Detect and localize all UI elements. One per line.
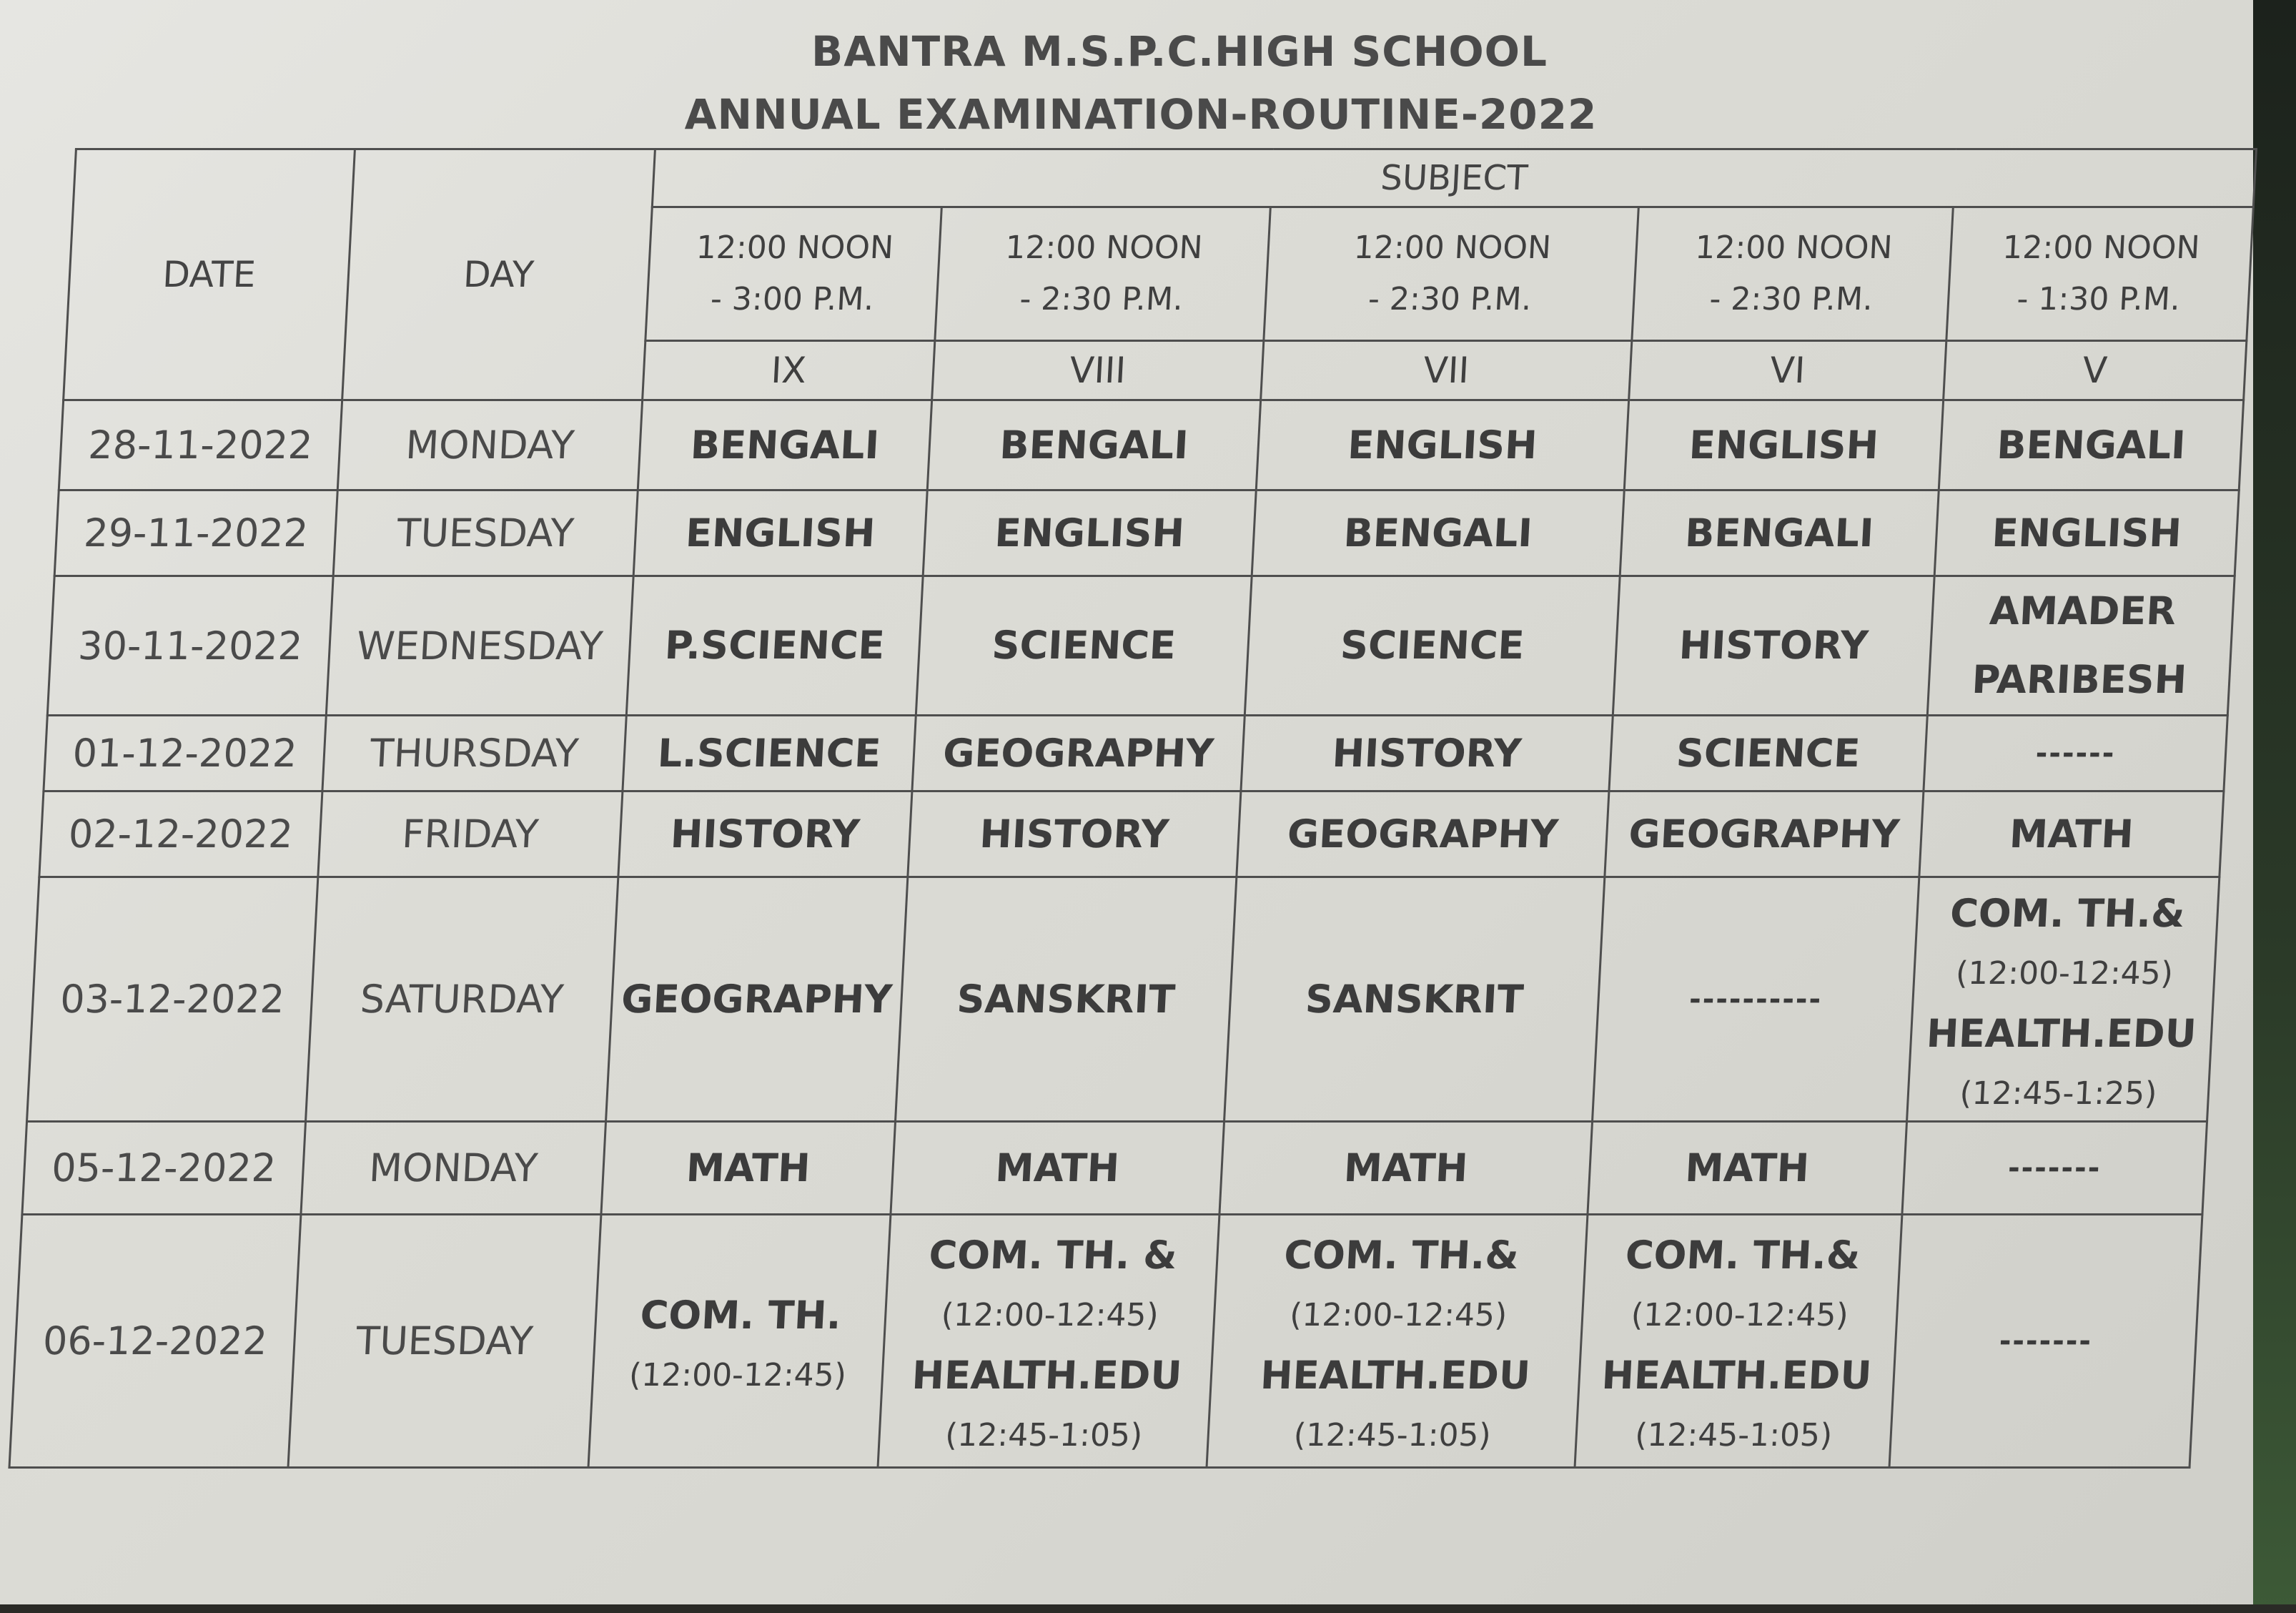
header-class-vii: VII bbox=[1261, 341, 1632, 400]
header-time-ix: 12:00 NOON - 3:00 P.M. bbox=[645, 207, 941, 341]
day-cell: MONDAY bbox=[301, 1122, 606, 1215]
subject-cell-class-v bbox=[1934, 490, 2239, 576]
subject-cell-class-vii bbox=[1241, 716, 1613, 791]
subject-name: GEOGRAPHY bbox=[1627, 811, 1901, 857]
subject-cell-class-vii bbox=[1237, 791, 1609, 877]
subject-cell-class-vi bbox=[1575, 1215, 1902, 1468]
subject-name: HISTORY bbox=[1678, 623, 1870, 668]
subject-name: SCIENCE bbox=[991, 623, 1177, 668]
subject-name: MATH bbox=[1683, 1145, 1811, 1190]
subject-name: BENGALI bbox=[1995, 422, 2187, 468]
subject-name: BENGALI bbox=[689, 422, 881, 468]
date-cell: 01-12-2022 bbox=[44, 716, 326, 791]
time-slot-text: (12:00-12:45) bbox=[1630, 1296, 1850, 1333]
table-row bbox=[27, 877, 2220, 1122]
subject-name: SCIENCE bbox=[1675, 730, 1861, 776]
subject-name: P.SCIENCE bbox=[663, 623, 886, 668]
table-row bbox=[59, 400, 2243, 490]
header-date: DATE bbox=[64, 149, 355, 400]
subject-name: COM. TH.& bbox=[1282, 1232, 1520, 1278]
header-class-vi: VI bbox=[1629, 341, 1946, 400]
subject-name: HEALTH.EDU bbox=[1925, 1010, 2198, 1056]
subject-name: COM. TH. bbox=[639, 1292, 843, 1338]
day-cell: WEDNESDAY bbox=[326, 576, 633, 716]
subject-cell-class-viii bbox=[908, 791, 1241, 877]
subject-cell-class-vi bbox=[1605, 791, 1924, 877]
subject-name: HISTORY bbox=[1331, 730, 1523, 776]
subject-name: SCIENCE bbox=[1339, 623, 1525, 668]
subject-name: HISTORY bbox=[978, 811, 1170, 857]
subject-name: BENGALI bbox=[1342, 510, 1534, 556]
subject-cell-class-viii bbox=[927, 400, 1260, 490]
header-class-v: V bbox=[1944, 341, 2247, 400]
subject-name: BENGALI bbox=[1683, 510, 1875, 556]
header-day: DAY bbox=[342, 149, 655, 400]
day-cell: FRIDAY bbox=[318, 791, 623, 877]
subject-cell-class-vii bbox=[1224, 877, 1605, 1122]
subject-cell-class-ix bbox=[626, 576, 923, 716]
header-time-viii: 12:00 NOON - 2:30 P.M. bbox=[935, 207, 1270, 341]
subject-cell-class-vi bbox=[1609, 716, 1927, 791]
table-row bbox=[39, 791, 2224, 877]
subject-cell-class-v bbox=[1907, 877, 2220, 1122]
subject-cell-class-vi: ---------- bbox=[1593, 877, 1919, 1122]
subject-name: ENGLISH bbox=[1688, 422, 1880, 468]
subject-name: BENGALI bbox=[998, 422, 1189, 468]
subject-name: COM. TH.& bbox=[1949, 890, 2187, 936]
subject-cell-class-viii bbox=[891, 1122, 1224, 1215]
day-cell: TUESDAY bbox=[288, 1215, 601, 1468]
day-cell: SATURDAY bbox=[306, 877, 618, 1122]
date-cell: 28-11-2022 bbox=[59, 400, 342, 490]
table-row bbox=[22, 1122, 2207, 1215]
background-surface bbox=[2253, 0, 2296, 1613]
subject-cell-class-viii bbox=[878, 1215, 1219, 1468]
subject-name: HEALTH.EDU bbox=[1600, 1352, 1873, 1398]
header-class-ix: IX bbox=[643, 341, 935, 400]
subject-cell-class-vii bbox=[1252, 490, 1624, 576]
subject-cell-class-vi bbox=[1620, 490, 1939, 576]
subject-name: HEALTH.EDU bbox=[1259, 1352, 1532, 1398]
subject-cell-class-ix bbox=[633, 490, 927, 576]
subject-cell-class-v bbox=[1927, 576, 2235, 716]
date-cell: 05-12-2022 bbox=[22, 1122, 306, 1215]
subject-cell-class-ix bbox=[623, 716, 916, 791]
subject-cell-class-vi bbox=[1624, 400, 1943, 490]
date-cell: 02-12-2022 bbox=[39, 791, 322, 877]
subject-cell-class-vii bbox=[1245, 576, 1620, 716]
time-slot-text: (12:00-12:45) bbox=[1954, 955, 2174, 992]
day-cell: THURSDAY bbox=[322, 716, 626, 791]
subject-name: MATH bbox=[994, 1145, 1121, 1190]
background-bottom-edge bbox=[0, 1604, 2296, 1613]
subject-name: HEALTH.EDU bbox=[911, 1352, 1183, 1398]
subject-name: ENGLISH bbox=[994, 510, 1186, 556]
time-slot-text: (12:00-12:45) bbox=[940, 1296, 1160, 1333]
time-slot-text: (12:45-1:25) bbox=[1959, 1075, 2158, 1112]
date-cell: 30-11-2022 bbox=[47, 576, 333, 716]
subject-name: COM. TH. & bbox=[927, 1232, 1179, 1278]
time-slot-text: (12:45-1:05) bbox=[1634, 1416, 1834, 1454]
subject-name: ENGLISH bbox=[1346, 422, 1539, 468]
subject-name: L.SCIENCE bbox=[656, 730, 882, 776]
subject-cell-class-ix bbox=[618, 791, 912, 877]
subject-cell-class-vi bbox=[1613, 576, 1934, 716]
subject-cell-class-vii bbox=[1207, 1215, 1588, 1468]
table-row bbox=[54, 490, 2239, 576]
subject-name: ENGLISH bbox=[1991, 510, 2183, 556]
table-row bbox=[47, 576, 2235, 716]
header-class-viii: VIII bbox=[932, 341, 1264, 400]
subject-cell-class-v bbox=[1919, 791, 2224, 877]
header-time-vi: 12:00 NOON - 2:30 P.M. bbox=[1632, 207, 1953, 341]
day-cell: TUESDAY bbox=[333, 490, 638, 576]
subject-cell-class-ix bbox=[606, 877, 908, 1122]
subject-cell-class-v bbox=[1939, 400, 2243, 490]
time-slot-text: (12:00-12:45) bbox=[628, 1356, 848, 1394]
subject-cell-class-vii bbox=[1256, 400, 1628, 490]
subject-name: MATH bbox=[1342, 1145, 1470, 1190]
time-slot-text: (12:00-12:45) bbox=[1289, 1296, 1508, 1333]
header-time-vii: 12:00 NOON - 2:30 P.M. bbox=[1264, 207, 1638, 341]
subject-name: SANSKRIT bbox=[956, 976, 1177, 1022]
subject-name: ENGLISH bbox=[684, 510, 876, 556]
subject-name: PARIBESH bbox=[1971, 657, 2188, 702]
table-row bbox=[44, 716, 2227, 791]
subject-name: GEOGRAPHY bbox=[941, 730, 1215, 776]
subject-name: GEOGRAPHY bbox=[620, 976, 894, 1022]
subject-cell-class-viii bbox=[912, 716, 1245, 791]
time-slot-text: (12:45-1:05) bbox=[944, 1416, 1144, 1454]
subject-cell-class-viii bbox=[923, 490, 1256, 576]
time-slot-text: (12:45-1:05) bbox=[1292, 1416, 1493, 1454]
exam-routine-table bbox=[8, 148, 2257, 1469]
subject-cell-class-viii bbox=[896, 877, 1237, 1122]
subject-cell-class-v: ------- bbox=[1902, 1122, 2207, 1215]
subject-name: AMADER bbox=[1988, 588, 2177, 633]
subject-name: COM. TH.& bbox=[1624, 1232, 1861, 1278]
document-title: ANNUAL EXAMINATION-ROUTINE-2022 bbox=[684, 90, 1598, 139]
subject-name: MATH bbox=[685, 1145, 812, 1190]
subject-cell-class-ix bbox=[638, 400, 931, 490]
subject-cell-class-ix bbox=[601, 1122, 896, 1215]
day-cell: MONDAY bbox=[337, 400, 642, 490]
subject-name: MATH bbox=[2008, 811, 2135, 857]
subject-name: HISTORY bbox=[669, 811, 861, 857]
date-cell: 29-11-2022 bbox=[54, 490, 337, 576]
date-cell: 03-12-2022 bbox=[27, 877, 318, 1122]
subject-cell-class-v: ------- bbox=[1889, 1215, 2202, 1468]
subject-cell-class-viii bbox=[916, 576, 1252, 716]
table-row bbox=[9, 1215, 2202, 1468]
subject-cell-class-ix bbox=[588, 1215, 891, 1468]
date-cell: 06-12-2022 bbox=[9, 1215, 301, 1468]
header-time-v: 12:00 NOON - 1:30 P.M. bbox=[1946, 207, 2254, 341]
subject-cell-class-vii bbox=[1219, 1122, 1593, 1215]
school-name: BANTRA M.S.P.C.HIGH SCHOOL bbox=[811, 27, 1548, 76]
subject-name: SANSKRIT bbox=[1304, 976, 1525, 1022]
header-subject: SUBJECT bbox=[652, 149, 2256, 207]
subject-cell-class-vi bbox=[1588, 1122, 1907, 1215]
subject-cell-class-v: ------ bbox=[1924, 716, 2227, 791]
subject-name: GEOGRAPHY bbox=[1286, 811, 1560, 857]
